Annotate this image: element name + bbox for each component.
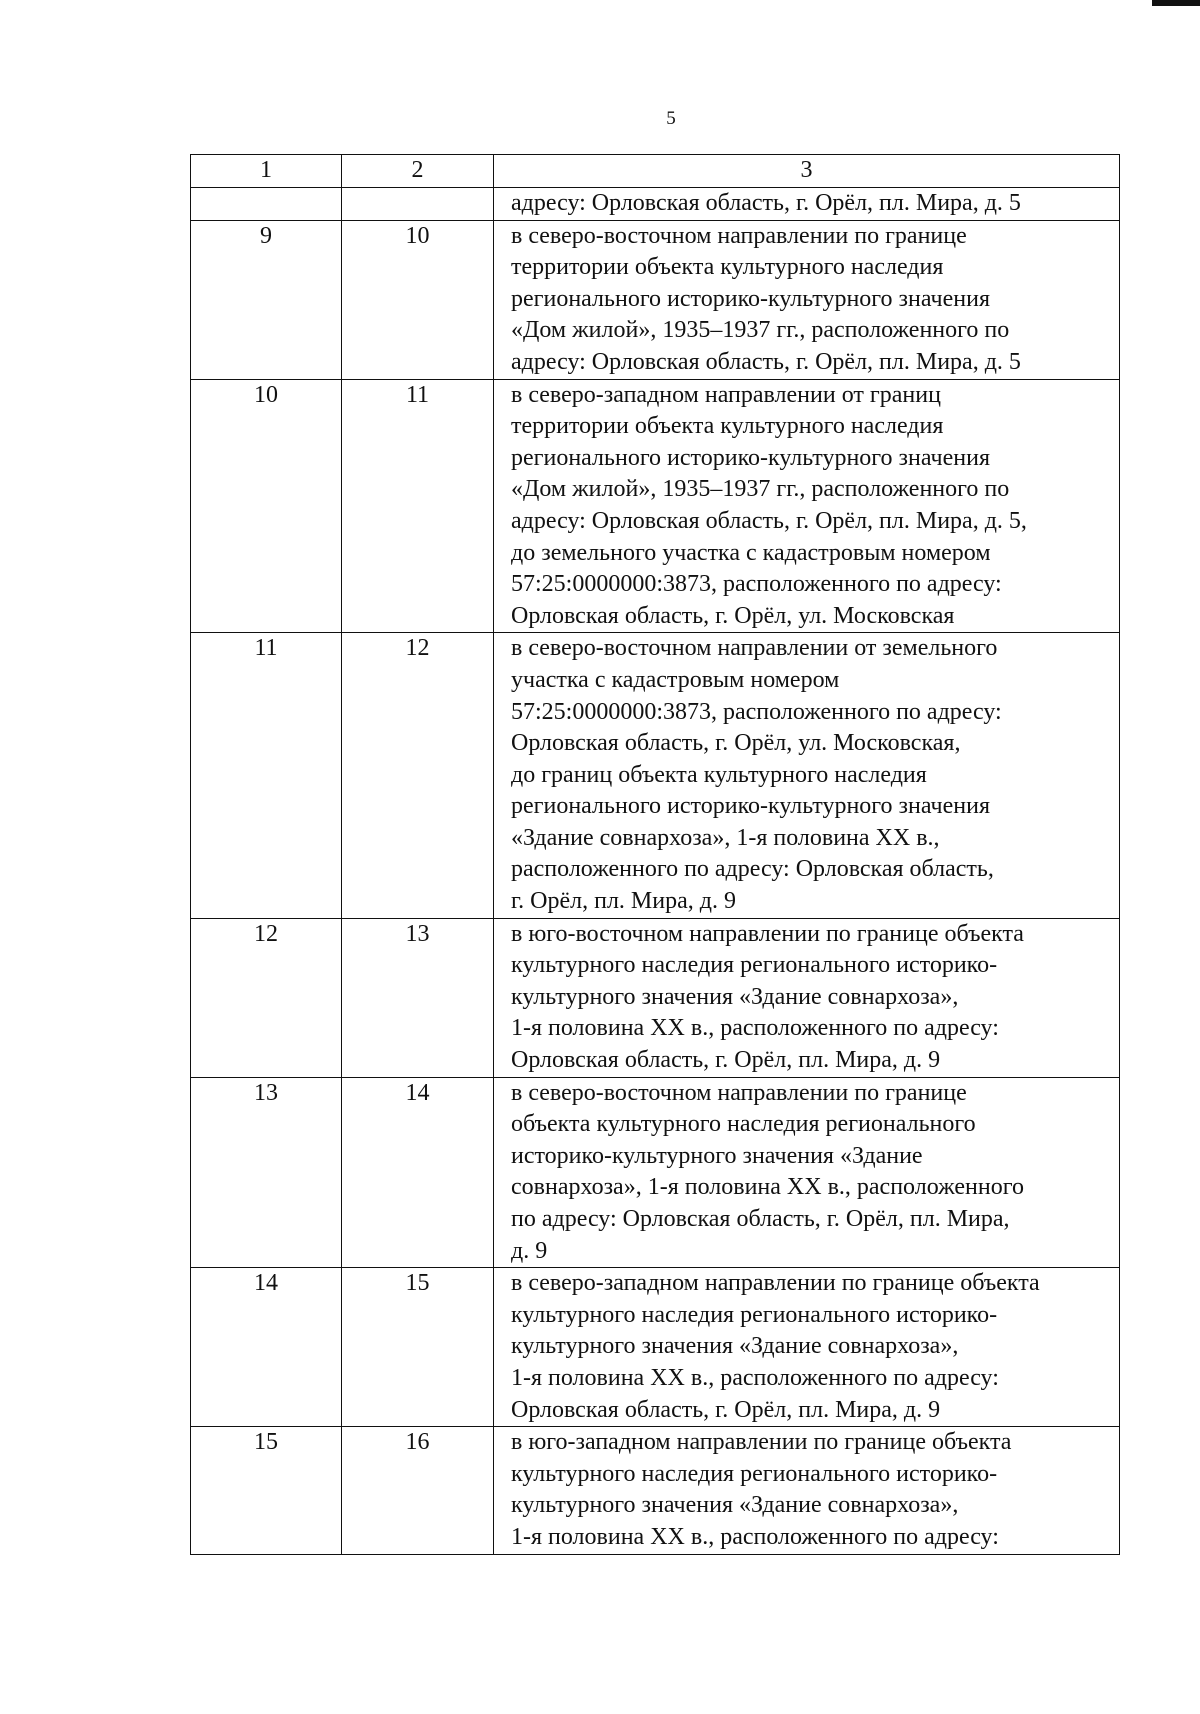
table-row xyxy=(191,633,1120,918)
description-line: расположенного по адресу: Орловская область, xyxy=(511,856,994,883)
point-from-cell xyxy=(191,188,342,221)
table-body xyxy=(191,155,1120,1555)
point-to-cell: 16 xyxy=(342,1427,494,1554)
description-line: территории объекта культурного наследия xyxy=(511,254,944,281)
table-row xyxy=(191,1427,1120,1554)
description-line: культурного значения «Здание совнархоза», xyxy=(511,1492,959,1519)
point-from-cell: 12 xyxy=(191,918,342,1077)
description-line: г. Орёл, пл. Мира, д. 9 xyxy=(511,888,736,915)
point-from-cell: 9 xyxy=(191,220,342,379)
description-line: регионального историко-культурного значения xyxy=(511,793,991,820)
description-line: в северо-западном направлении от границ xyxy=(511,381,941,408)
header-col-2: 2 xyxy=(342,155,494,188)
description-line: 57:25:0000000:3873, расположенного по адресу: xyxy=(511,698,1002,725)
boundary-description-text xyxy=(511,1268,1119,1426)
description-line: культурного значения «Здание совнархоза», xyxy=(511,1333,959,1360)
description-line: в северо-восточном направлении по границе xyxy=(511,222,967,249)
boundary-description-text xyxy=(511,1427,1119,1553)
description-line: 1-я половина XX в., расположенного по адресу: xyxy=(511,1523,999,1550)
boundary-description-cell xyxy=(494,379,1120,633)
description-line: в юго-западном направлении по границе объекта xyxy=(511,1429,1012,1456)
boundary-description-cell xyxy=(494,1268,1120,1427)
table-row xyxy=(191,379,1120,633)
boundary-description-text xyxy=(511,380,1119,633)
point-from-cell: 13 xyxy=(191,1077,342,1268)
table-row xyxy=(191,188,1120,221)
point-to-cell: 13 xyxy=(342,918,494,1077)
point-to-cell: 10 xyxy=(342,220,494,379)
boundary-description-text xyxy=(511,633,1119,917)
point-to-cell: 14 xyxy=(342,1077,494,1268)
header-col-3: 3 xyxy=(494,155,1120,188)
description-line: адресу: Орловская область, г. Орёл, пл. Мира, д. 5 xyxy=(511,190,1021,216)
table-row xyxy=(191,220,1120,379)
boundary-description-text xyxy=(511,1078,1119,1268)
description-line: культурного наследия регионального историко- xyxy=(511,1301,998,1328)
description-line: 57:25:0000000:3873, расположенного по адресу: xyxy=(511,571,1002,598)
description-line: регионального историко-культурного значения xyxy=(511,444,991,471)
description-line: «Дом жилой», 1935–1937 гг., расположенного по xyxy=(511,476,1010,503)
point-from-cell: 11 xyxy=(191,633,342,918)
description-line: «Дом жилой», 1935–1937 гг., расположенного по xyxy=(511,317,1010,344)
point-to-cell: 11 xyxy=(342,379,494,633)
description-line: совнархоза», 1-я половина XX в., расположенного xyxy=(511,1174,1024,1201)
description-line: 1-я половина XX в., расположенного по адресу: xyxy=(511,1364,999,1391)
boundary-description-text xyxy=(511,221,1119,379)
boundary-description-cell xyxy=(494,1077,1120,1268)
table-row xyxy=(191,1268,1120,1427)
description-line: Орловская область, г. Орёл, пл. Мира, д. 9 xyxy=(511,1396,941,1423)
boundary-description-cell xyxy=(494,188,1120,221)
table-row xyxy=(191,918,1120,1077)
description-line: адресу: Орловская область, г. Орёл, пл. Мира, д. 5 xyxy=(511,348,1021,375)
description-line: до границ объекта культурного наследия xyxy=(511,761,927,788)
description-line: в северо-восточном направлении от земельного xyxy=(511,635,998,662)
boundary-description-cell xyxy=(494,220,1120,379)
description-line: участка с кадастровым номером xyxy=(511,666,840,693)
table-header-row xyxy=(191,155,1120,188)
description-line: до земельного участка с кадастровым номером xyxy=(511,539,991,566)
description-line: по адресу: Орловская область, г. Орёл, пл. Мира, xyxy=(511,1206,1010,1232)
description-line: в северо-восточном направлении по границе xyxy=(511,1079,967,1106)
page-number: 5 xyxy=(666,108,676,129)
point-to-cell xyxy=(342,188,494,221)
boundary-points-table xyxy=(190,154,1120,1555)
table-row xyxy=(191,1077,1120,1268)
description-line: культурного значения «Здание совнархоза», xyxy=(511,983,959,1010)
description-line: д. 9 xyxy=(511,1237,548,1264)
description-line: культурного наследия регионального историко- xyxy=(511,952,998,979)
description-line: 1-я половина XX в., расположенного по адресу: xyxy=(511,1015,999,1042)
description-line: в юго-восточном направлении по границе объекта xyxy=(511,920,1024,947)
point-to-cell: 15 xyxy=(342,1268,494,1427)
description-line: Орловская область, г. Орёл, пл. Мира, д. 9 xyxy=(511,1047,941,1074)
description-line: Орловская область, г. Орёл, ул. Московская xyxy=(511,602,955,629)
description-line: адресу: Орловская область, г. Орёл, пл. Мира, д. 5, xyxy=(511,507,1027,534)
point-from-cell: 10 xyxy=(191,379,342,633)
boundary-description-text xyxy=(511,188,1119,220)
description-line: регионального историко-культурного значения xyxy=(511,285,991,312)
description-line: историко-культурного значения «Здание xyxy=(511,1142,923,1169)
boundary-description-text xyxy=(511,919,1119,1077)
description-line: культурного наследия регионального историко- xyxy=(511,1460,998,1487)
description-line: в северо-западном направлении по границе объекта xyxy=(511,1270,1040,1297)
header-col-1: 1 xyxy=(191,155,342,188)
point-from-cell: 14 xyxy=(191,1268,342,1427)
point-from-cell: 15 xyxy=(191,1427,342,1554)
boundary-description-cell xyxy=(494,633,1120,918)
description-line: Орловская область, г. Орёл, ул. Московская, xyxy=(511,730,961,757)
boundary-description-cell xyxy=(494,1427,1120,1554)
description-line: «Здание совнархоза», 1-я половина XX в., xyxy=(511,824,940,851)
point-to-cell: 12 xyxy=(342,633,494,918)
description-line: объекта культурного наследия регионального xyxy=(511,1111,976,1138)
description-line: территории объекта культурного наследия xyxy=(511,413,944,440)
boundary-description-cell xyxy=(494,918,1120,1077)
scan-corner-mark xyxy=(1152,0,1200,6)
